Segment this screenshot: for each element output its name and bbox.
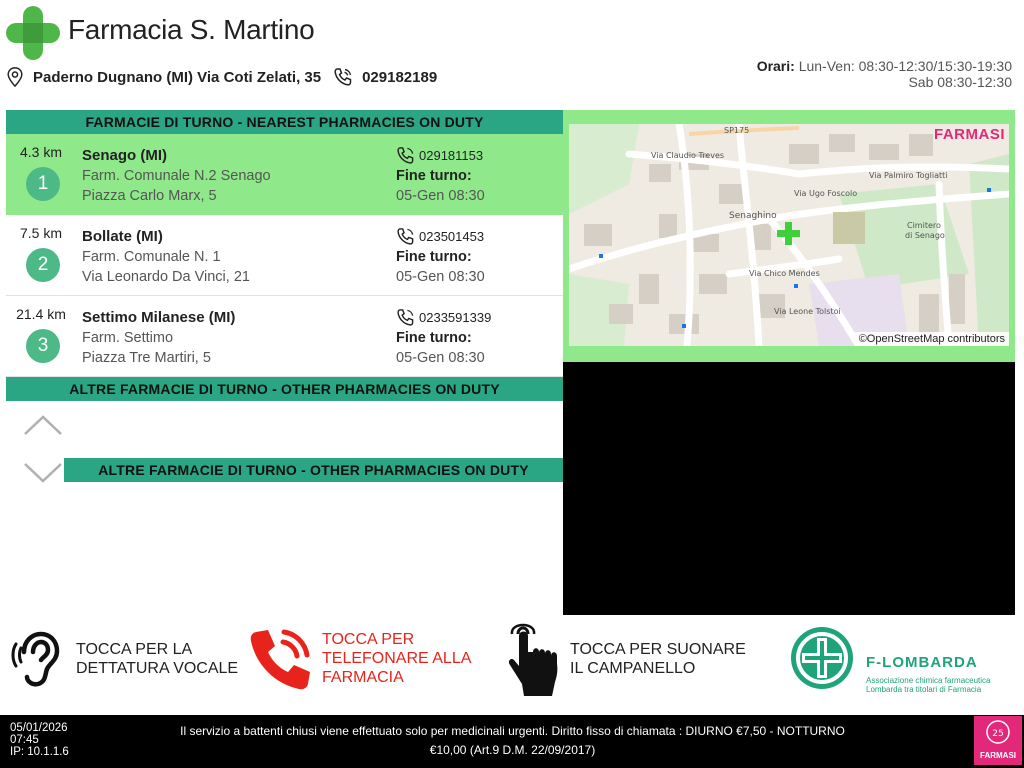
voice-dictation-button[interactable] (10, 630, 238, 688)
association-subtitle-2: Lombarda tra titolari di Farmacia (866, 685, 982, 694)
other-pharmacies-title-ticker: ALTRE FARMACIE DI TURNO - OTHER PHARMACIES ON DUTY (64, 458, 563, 482)
svg-text:SP175: SP175 (724, 126, 750, 135)
ear-icon (10, 630, 66, 688)
service-notice: Il servizio a battenti chiusi viene effettuato solo per medicinali urgenti. Diritto fisso di chiamata : DIURNO €7,50 - NOTTURNO €10,00 (Art.9 D.M. 22/09/2017) (180, 724, 845, 757)
anniversary-seal-icon (974, 716, 1022, 752)
end-shift-value: 05-Gen 08:30 (396, 188, 485, 204)
map-canvas (569, 124, 1009, 346)
duty-section-title: FARMACIE DI TURNO - NEAREST PHARMACIES ON DUTY (6, 110, 563, 134)
f-lombarda-emblem-icon (790, 626, 854, 690)
svg-text:Via Leone Tolstoi: Via Leone Tolstoi (774, 307, 841, 316)
pharmacy-list-item[interactable] (6, 296, 563, 377)
location-pin-icon (6, 67, 24, 87)
pharmacy-phone: 029182189 (362, 68, 438, 86)
end-shift-label: Fine turno: (396, 249, 472, 265)
action-bar (0, 618, 1024, 712)
farmasi-brand-label: FARMASI (934, 126, 1005, 143)
pharmacy-city: Senago (MI) (82, 147, 167, 164)
svg-text:Via Palmiro Togliatti: Via Palmiro Togliatti (869, 171, 948, 180)
svg-text:Via Chico Mendes: Via Chico Mendes (749, 269, 820, 278)
ring-doorbell-button[interactable] (508, 620, 746, 698)
rank-badge: 1 (26, 167, 60, 201)
pharmacy-name: Farmacia S. Martino (68, 14, 315, 45)
address-row (6, 66, 437, 88)
end-shift-value: 05-Gen 08:30 (396, 350, 485, 366)
call-pharmacy-label: TOCCA PER TELEFONARE ALLA FARMACIA (322, 630, 472, 686)
ring-doorbell-label: TOCCA PER SUONARE IL CAMPANELLO (570, 641, 746, 677)
svg-text:Via Claudio Treves: Via Claudio Treves (651, 151, 725, 160)
svg-text:di Senago: di Senago (905, 231, 945, 240)
opening-hours (757, 58, 1012, 90)
scroll-up-arrow-icon[interactable] (23, 412, 63, 438)
pharmacy-title: Farm. Comunale N.2 Senago (82, 168, 271, 184)
phone-icon (333, 67, 353, 87)
phone-icon (396, 146, 415, 165)
hours-weekday: Lun-Ven: 08:30-12:30/15:30-19:30 (798, 58, 1012, 74)
footer (0, 715, 1024, 768)
pharmacy-list-item[interactable] (6, 215, 563, 296)
rank-badge: 2 (26, 248, 60, 282)
pharmacy-phone-line: 0233591339 (396, 308, 491, 327)
phone-icon (396, 227, 415, 246)
pharmacy-street: Piazza Tre Martiri, 5 (82, 350, 211, 366)
current-date: 05/01/2026 (10, 722, 68, 734)
map-panel (563, 110, 1015, 362)
pharmacy-phone-line: 023501453 (396, 227, 484, 246)
farmasi-badge-label: FARMASI (980, 751, 1016, 760)
rank-badge: 3 (26, 329, 60, 363)
map-attribution: ©OpenStreetMap contributors (855, 332, 1009, 346)
voice-dictation-label: TOCCA PER LA DETTATURA VOCALE (76, 641, 239, 677)
svg-text:Via Ugo Foscolo: Via Ugo Foscolo (794, 189, 858, 198)
pharmacy-cross-logo-icon (6, 6, 60, 60)
duty-pharmacies-panel (6, 110, 563, 377)
pharmacy-street: Piazza Carlo Marx, 5 (82, 188, 217, 204)
pharmacy-title: Farm. Settimo (82, 330, 174, 346)
svg-text:Senaghino: Senaghino (729, 211, 777, 221)
pharmacy-title: Farm. Comunale N. 1 (82, 249, 221, 265)
scroll-down-arrow-icon[interactable] (23, 460, 63, 486)
svg-text:Cimitero: Cimitero (907, 221, 941, 230)
current-time: 07:45 (10, 734, 39, 746)
end-shift-label: Fine turno: (396, 330, 472, 346)
header (0, 0, 1024, 108)
hours-label: Orari: (756, 58, 795, 74)
hours-saturday: Sab 08:30-12:30 (908, 74, 1012, 90)
video-area (563, 362, 1015, 615)
pharmacy-list-item[interactable] (6, 134, 563, 215)
pharmacy-city: Bollate (MI) (82, 228, 163, 245)
distance: 21.4 km (16, 306, 66, 322)
date-time-ip (10, 722, 69, 758)
other-pharmacies-title: ALTRE FARMACIE DI TURNO - OTHER PHARMACIES ON DUTY (6, 377, 563, 401)
phone-call-icon (248, 624, 314, 692)
distance: 4.3 km (19, 144, 63, 160)
pharmacy-phone-line: 029181153 (396, 146, 483, 165)
farmasi-badge (974, 716, 1022, 765)
pharmacy-street: Via Leonardo Da Vinci, 21 (82, 269, 250, 285)
association-subtitle-1: Associazione chimica farmaceutica (866, 676, 991, 685)
svg-text:25: 25 (992, 729, 1004, 739)
street-map[interactable] (569, 124, 1009, 346)
distance: 7.5 km (19, 225, 63, 241)
f-lombarda-logo (788, 624, 1008, 694)
end-shift-value: 05-Gen 08:30 (396, 269, 485, 285)
pharmacy-city: Settimo Milanese (MI) (82, 309, 236, 326)
call-pharmacy-button[interactable] (248, 624, 471, 692)
end-shift-label: Fine turno: (396, 168, 472, 184)
phone-icon (396, 308, 415, 327)
ip-address: IP: 10.1.1.6 (10, 746, 69, 758)
pointing-hand-icon (508, 620, 560, 698)
association-name: F-LOMBARDA (866, 654, 978, 671)
pharmacy-address: Paderno Dugnano (MI) Via Coti Zelati, 35 (33, 68, 322, 86)
